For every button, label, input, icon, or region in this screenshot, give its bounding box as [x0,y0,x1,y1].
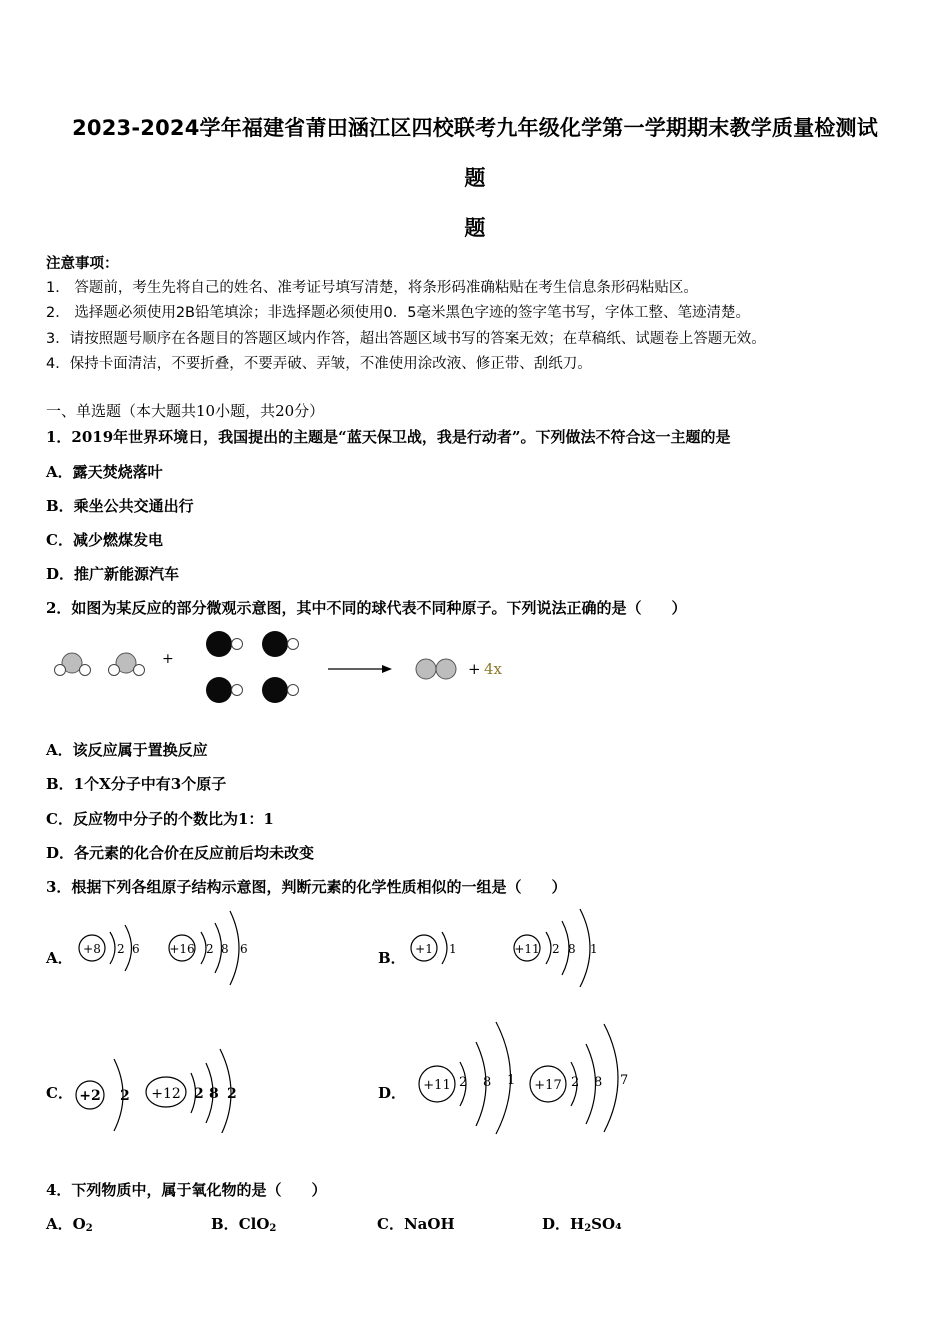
atom-structure [514,909,598,987]
q2-option-d: D．各元素的化合价在反应前后均未改变 [46,844,315,862]
section-heading: 一、单选题（本大题共10小题，共20分） [46,402,325,420]
atom-structure [169,911,248,985]
q2-option-a: A．该反应属于置换反应 [46,741,208,759]
q1-option-d: D．推广新能源汽车 [46,565,180,583]
reactant-molecule-black [262,677,299,703]
q2-option-c: C．反应物中分子的个数比为1：1 [46,810,274,828]
nucleus-charge: +2 [79,1088,101,1104]
nucleus-charge: +17 [534,1078,562,1093]
note-item: 3．请按照题号顺序在各题目的答题区域内作答，超出答题区域书写的答案无效；在草稿纸、试题卷上答题无效。 [46,331,766,347]
plus-sign: + [468,660,481,678]
shell-electrons: 2 [571,1075,580,1090]
shell-electrons: 8 [483,1075,492,1090]
question-2-stem: 2．如图为某反应的部分微观示意图，其中不同的球代表不同种原子。下列说法正确的是（ ） [46,599,687,617]
q1-option-c: C．减少燃煤发电 [46,531,163,549]
q2-option-b: B．1个X分子中有3个原子 [46,775,227,793]
atom-structure [146,1049,237,1133]
atom-diagram-option-b [400,905,630,993]
shell-electrons: 2 [206,942,214,956]
atom-structure [530,1024,628,1132]
atom-diagram-option-c [70,1045,270,1133]
q3-option-c-label: C． [46,1084,73,1102]
shell-electrons: 1 [449,942,457,956]
q3-option-a-label: A． [46,949,73,967]
shell-electrons: 8 [568,942,576,956]
reaction-diagram [40,622,540,710]
reactant-molecule-black [206,677,243,703]
product-molecule-gray [416,659,456,679]
q4-option-b: B．ClO$_2$ [211,1215,277,1234]
shell-electrons: 8 [209,1086,219,1102]
page-subtitle: 题 [464,216,486,240]
q4-option-c: C．NaOH [377,1215,455,1233]
shell-electrons: 6 [240,942,248,956]
nucleus-charge: +16 [169,942,195,956]
reactant-molecule-gray [109,653,145,676]
shell-electrons: 8 [221,942,229,956]
reaction-arrow-icon [328,665,392,673]
q4-option-a: A．$O_2$ [46,1215,93,1234]
atom-structure [79,925,140,971]
shell-electrons: 2 [227,1086,237,1102]
shell-electrons: 2 [194,1086,204,1102]
nucleus-charge: +11 [514,942,540,956]
atom-structure [76,1059,130,1131]
reactant-molecule-gray [55,653,91,676]
notes-heading: 注意事项： [46,256,119,272]
question-1-stem: 1．2019年世界环境日，我国提出的主题是“蓝天保卫战，我是行动者”。下列做法不符合这一主题的是 [46,428,731,446]
shell-electrons: 2 [117,942,125,956]
nucleus-charge: +8 [83,942,101,956]
reactant-molecule-black [262,631,299,657]
x-coefficient-label: 4x [484,660,503,678]
question-4-stem: 4．下列物质中，属于氧化物的是（ ） [46,1181,327,1199]
reactant-molecule-black [206,631,243,657]
atom-structure [419,1022,515,1134]
note-item: 2． 选择题必须使用2B铅笔填涂；非选择题必须使用0．5毫米黑色字迹的签字笔书写，字体工整、笔迹清楚。 [46,305,750,321]
q3-option-b-label: B． [378,949,406,967]
atom-structure [411,932,457,964]
atom-diagram-option-a [70,905,270,993]
shell-electrons: 2 [459,1075,468,1090]
shell-electrons: 1 [590,942,598,956]
note-item: 1． 答题前，考生先将自己的姓名、准考证号填写清楚，将条形码准确粘贴在考生信息条形码粘贴区。 [46,280,698,296]
shell-electrons: 1 [507,1073,516,1088]
nucleus-charge: +11 [423,1078,451,1093]
q1-option-b: B．乘坐公共交通出行 [46,497,194,515]
q3-option-d-label: D． [378,1084,407,1102]
shell-electrons: 6 [132,942,140,956]
atom-diagram-option-d [410,1018,650,1138]
plus-sign: + [162,651,174,667]
page-title: 2023-2024学年福建省莆田涵江区四校联考九年级化学第一学期期末教学质量检测试 [72,116,878,140]
nucleus-charge: +1 [415,942,433,956]
note-item: 4．保持卡面清洁，不要折叠，不要弄破、弄皱，不准使用涂改液、修正带、刮纸刀。 [46,356,592,372]
question-3-stem: 3．根据下列各组原子结构示意图，判断元素的化学性质相似的一组是（ ） [46,878,567,896]
shell-electrons: 7 [620,1073,629,1088]
q4-option-d: D．$H_2SO_4$ [542,1215,622,1234]
shell-electrons: 2 [120,1088,130,1104]
page-title-continued: 题 [464,166,486,190]
shell-electrons: 8 [594,1075,603,1090]
shell-electrons: 2 [552,942,560,956]
nucleus-charge: +12 [151,1086,181,1102]
q1-option-a: A．露天焚烧落叶 [46,463,163,481]
